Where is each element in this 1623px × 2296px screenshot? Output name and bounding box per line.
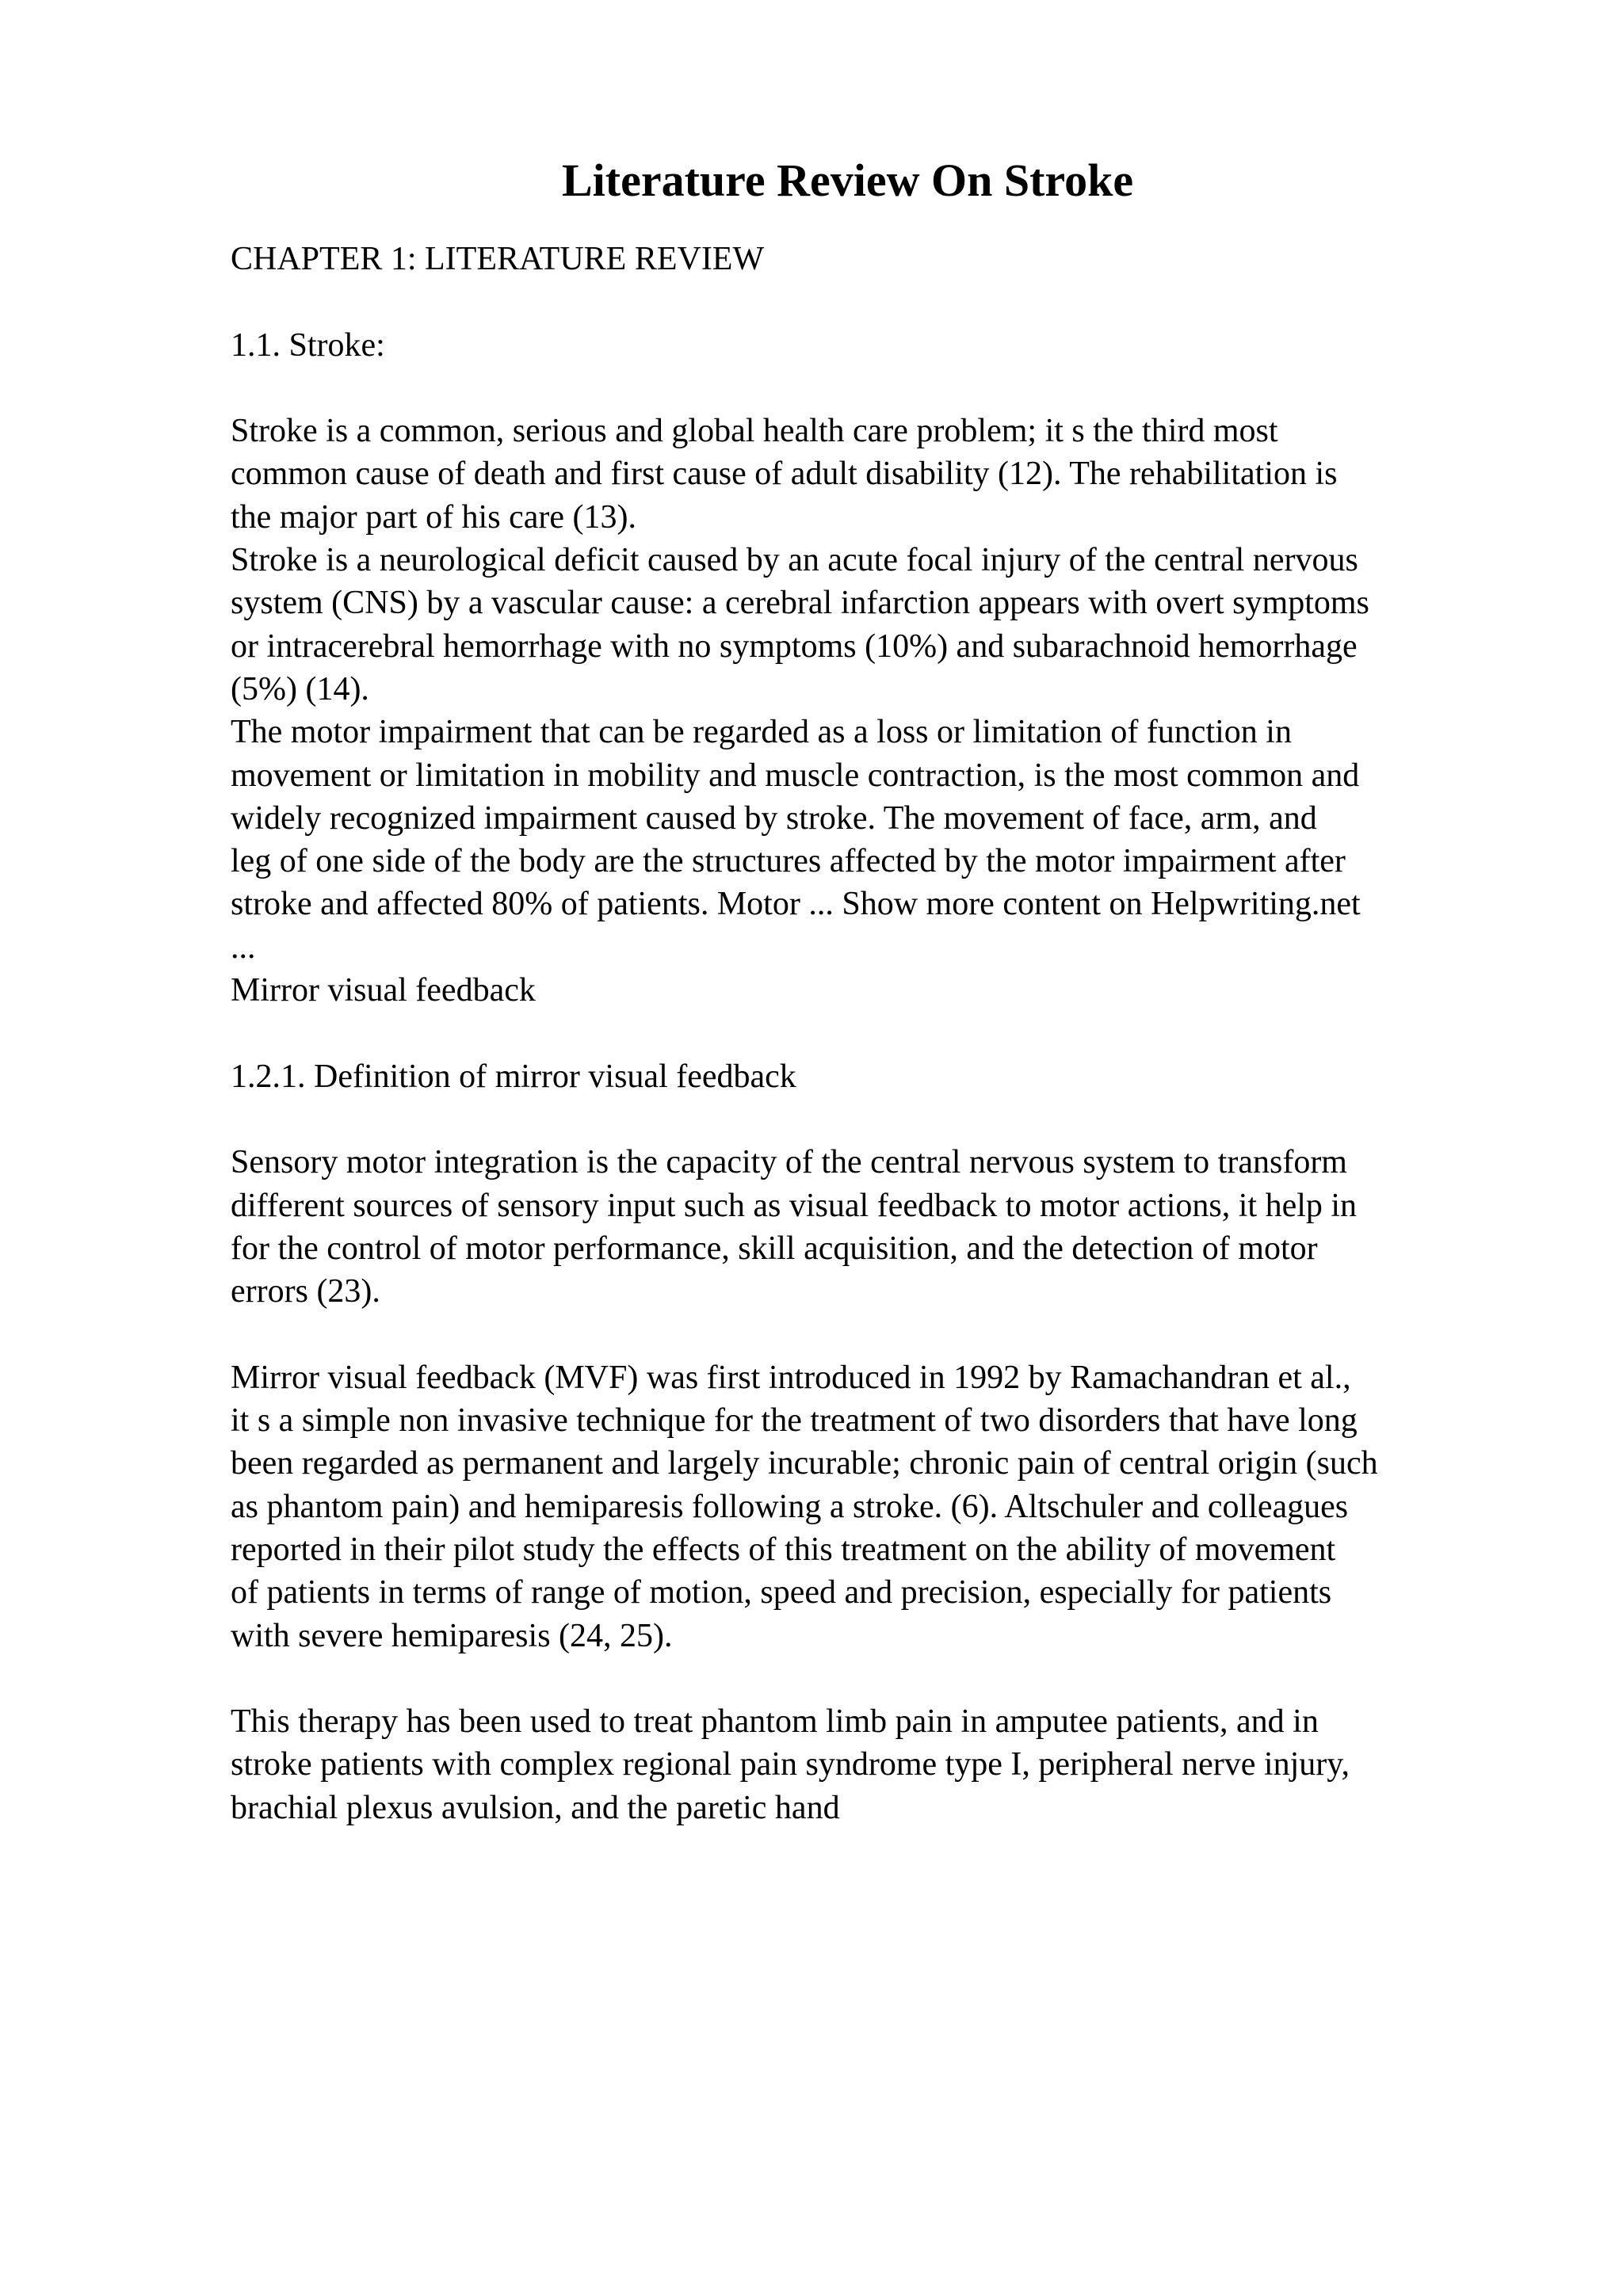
text-line: different sources of sensory input such as visual feedback to motor actions, it help in — [231, 1187, 1358, 1224]
paragraph-gap — [231, 1012, 1499, 1055]
text-line: common cause of death and first cause of adult disability (12). The rehabilitation is — [231, 456, 1338, 493]
text-line: stroke patients with complex regional pain syndrome type I, peripheral nerve injury, — [231, 1746, 1350, 1783]
text-line: movement or limitation in mobility and muscle contraction, is the most common and — [231, 757, 1360, 794]
text-line: This therapy has been used to treat phantom limb pain in amputee patients, and in — [231, 1703, 1319, 1741]
text-line: Sensory motor integration is the capacity of the central nervous system to transform — [231, 1144, 1347, 1181]
document-text — [231, 238, 1499, 1829]
paragraph-gap — [231, 1098, 1499, 1141]
text-line: Stroke is a common, serious and global health care problem; it s the third most — [231, 413, 1278, 450]
document-body — [231, 149, 1499, 1829]
text-line: brachial plexus avulsion, and the paretic hand — [231, 1789, 840, 1826]
text-line: Mirror visual feedback (MVF) was first introduced in 1992 by Ramachandran et al., — [231, 1359, 1351, 1396]
text-line: CHAPTER 1: LITERATURE REVIEW — [231, 241, 765, 277]
text-line: or intracerebral hemorrhage with no symptoms (10%) and subarachnoid hemorrhage — [231, 627, 1358, 665]
text-line: ... — [231, 929, 256, 966]
text-line: Stroke is a neurological deficit caused by an acute focal injury of the central nervous — [231, 542, 1358, 579]
document-title: Literature Review On Stroke — [562, 154, 1134, 206]
text-line: system (CNS) by a vascular cause: a cerebral infarction appears with overt symptoms — [231, 585, 1369, 622]
paragraph-gap — [231, 280, 1499, 323]
text-line: (5%) (14). — [231, 670, 369, 707]
text-line: Mirror visual feedback — [231, 972, 536, 1009]
text-line: with severe hemiparesis (24, 25). — [231, 1617, 673, 1654]
text-line: 1.1. Stroke: — [231, 326, 385, 364]
text-line: leg of one side of the body are the structures affected by the motor impairment after — [231, 843, 1346, 880]
paragraph-gap — [231, 367, 1499, 410]
text-line: been regarded as permanent and largely incurable; chronic pain of central origin (such — [231, 1445, 1378, 1482]
text-line: as phantom pain) and hemiparesis following a stroke. (6). Altschuler and colleagues — [231, 1488, 1349, 1525]
text-line: for the control of motor performance, skill acquisition, and the detection of motor — [231, 1230, 1318, 1267]
paragraph-gap — [231, 1657, 1499, 1700]
text-line: errors (23). — [231, 1273, 380, 1310]
text-line: the major part of his care (13). — [231, 498, 636, 536]
text-line: it s a simple non invasive technique for the treatment of two disorders that have long — [231, 1402, 1358, 1440]
text-line: widely recognized impairment caused by stroke. The movement of face, arm, and — [231, 799, 1317, 837]
text-line: The motor impairment that can be regarded as a loss or limitation of function in — [231, 714, 1292, 751]
text-line: of patients in terms of range of motion, speed and precision, especially for patients — [231, 1574, 1332, 1611]
text-line: 1.2.1. Definition of mirror visual feedback — [231, 1058, 796, 1095]
paragraph-gap — [231, 1313, 1499, 1356]
text-line: stroke and affected 80% of patients. Motor ... Show more content on Helpwriting.net — [231, 886, 1361, 923]
text-line: reported in their pilot study the effects of this treatment on the ability of movement — [231, 1531, 1336, 1568]
